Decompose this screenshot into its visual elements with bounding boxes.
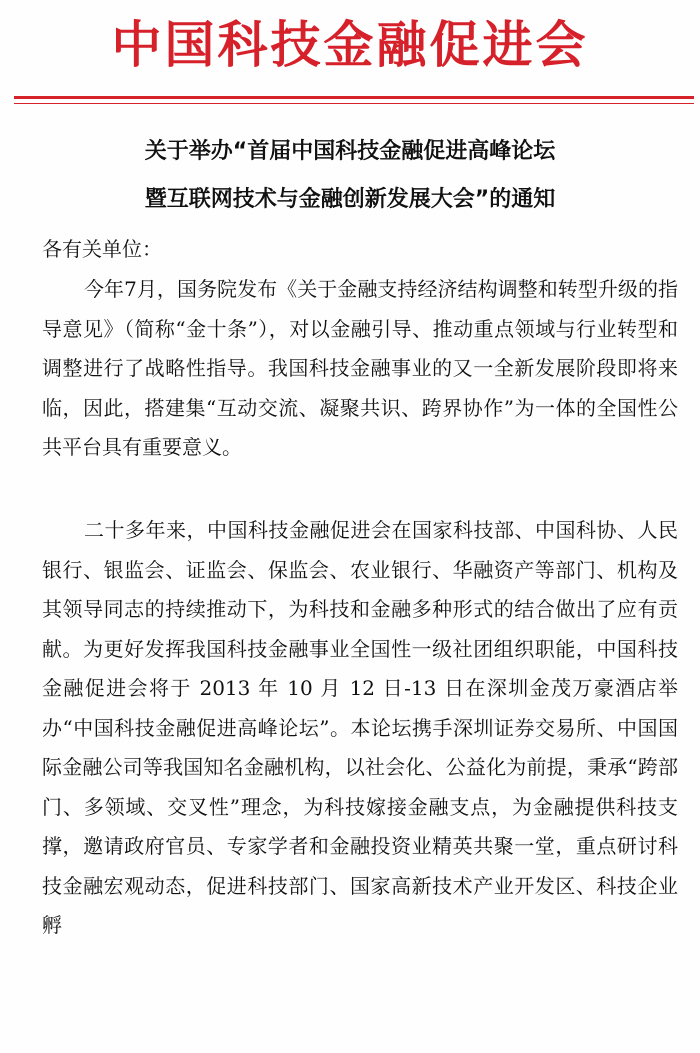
notice-paragraph-1: 今年7月，国务院发布《关于金融支持经济结构调整和转型升级的指导意见》（简称“金十条”），对以金融引导、推动重点领域与行业转型和调整进行了战略性指导。我国科技金融事业的又一全新发展阶段即将来临，因此，搭建集“互动交流、凝聚共识、跨界协作”为一体的全国性公共平台具有重要意义。 bbox=[42, 277, 678, 459]
letterhead-rule-thin bbox=[14, 103, 694, 104]
letterhead-org-name: 中国科技金融促进会 bbox=[111, 15, 589, 74]
notice-paragraph-2: 二十多年来，中国科技金融促进会在国家科技部、中国科协、人民银行、银监会、证监会、保监会、农业银行、华融资产等部门、机构及其领导同志的持续推动下，为科技和金融多种形式的结合做出了应有贡献。为更好发挥我国科技金融事业全国性一级社团组织职能，中国科技金融促进会将于 2013 年 10 月 12 日-13 日在深圳金茂万豪酒店举办“中国科技金融促进高峰论坛”。本论坛携手深圳证券交易所、中国国际金融公司等我国知名金融机构，以社会化、公益化为前提，秉承“跨部门、多领域、交叉性”理念，为科技嫁接金融支点，为金融提供科技支撑，邀请政府官员、专家学者和金融投资业精英共聚一堂，重点研讨科技金融宏观动态，促进科技部门、国家高新技术产业开发区、科技企业孵 bbox=[42, 518, 678, 937]
notice-salutation: 各有关单位： bbox=[42, 237, 162, 261]
letterhead-rule-thick bbox=[14, 96, 694, 99]
notice-title-line-1: 关于举办“首届中国科技金融促进高峰论坛 bbox=[144, 139, 556, 164]
notice-title-line-2: 暨互联网技术与金融创新发展大会”的通知 bbox=[144, 187, 556, 212]
